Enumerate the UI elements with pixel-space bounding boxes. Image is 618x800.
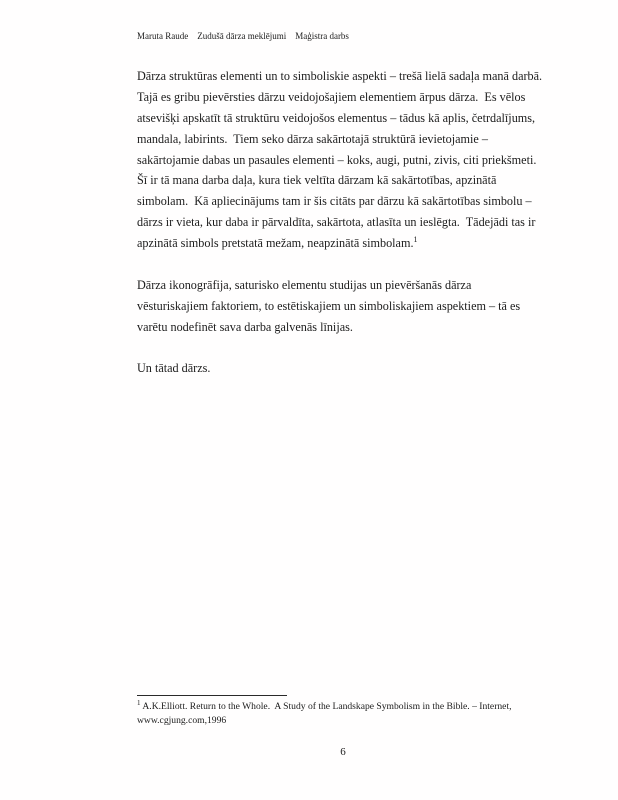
footnote-line-1 (137, 700, 557, 714)
footnote-separator-rule (137, 695, 287, 696)
body-text (137, 66, 557, 400)
text-line (137, 233, 557, 254)
text-line: varētu nodefinēt sava darba galvenās līnijas. (137, 319, 353, 334)
text-line: dārzs ir vieta, kur daba ir pārvaldīta, sakārtota, atlasīta un ieslēgta. Tādejādi tas ir (137, 215, 536, 230)
header-document-title: Zudušā dārza meklējumi (197, 31, 287, 41)
footnote-marker: 1 (137, 698, 141, 707)
paragraph-1 (137, 66, 557, 254)
text-line: simbolam. Kā apliecinājums tam ir šis citāts par dārzu kā sakārtotības simbolu – (137, 194, 532, 209)
header-doc-type: Maģistra darbs (295, 31, 349, 41)
page-number: 6 (340, 746, 346, 758)
running-header (137, 30, 349, 42)
footnote-text: A.K.Elliott. Return to the Whole. A Study of the Landskape Symbolism in the Bible. – Internet, (140, 701, 512, 712)
footnote-reference-mark: 1 (413, 235, 418, 245)
text-line: vēsturiskajiem faktoriem, to estētiskajiem un simboliskajiem aspektiem – tā es (137, 298, 521, 313)
text-line: Dārza struktūras elementi un to simboliskie aspekti – trešā lielā sadaļa manā darbā. (137, 69, 543, 83)
text-line: Šī ir tā mana darba daļa, kura tiek veltīta dārzam kā sakārtotības, apzinātā (137, 173, 497, 188)
paragraph-3 (137, 358, 557, 379)
footnote-line-2: www.cgjung.com,1996 (137, 714, 227, 726)
text-line: sakārtojamie dabas un pasaules elementi – koks, augi, putni, zivis, citi priekšmeti. (137, 152, 537, 167)
footnote-area (137, 690, 557, 727)
text-line-text: apzinātā simbols pretstatā mežam, neapzinātā simbolam. (137, 236, 414, 251)
text-line: Un tātad dārzs. (137, 361, 211, 376)
text-line: Dārza ikonogrāfija, saturisko elementu studijas un pievēršanās dārza (137, 277, 472, 292)
text-line: Tajā es gribu pievērsties dārzu veidojošajiem elementiem ārpus dārza. Es vēlos (137, 89, 526, 104)
text-line: mandala, labirints. Tiem seko dārza sakārtotajā struktūrā ievietojamie – (137, 131, 488, 146)
text-line: atsevišķi apskatīt tā struktūru veidojošos elementus – tādus kā aplis, četrdalījums, (137, 110, 536, 125)
header-author: Maruta Raude (137, 31, 189, 41)
paragraph-2 (137, 275, 557, 338)
